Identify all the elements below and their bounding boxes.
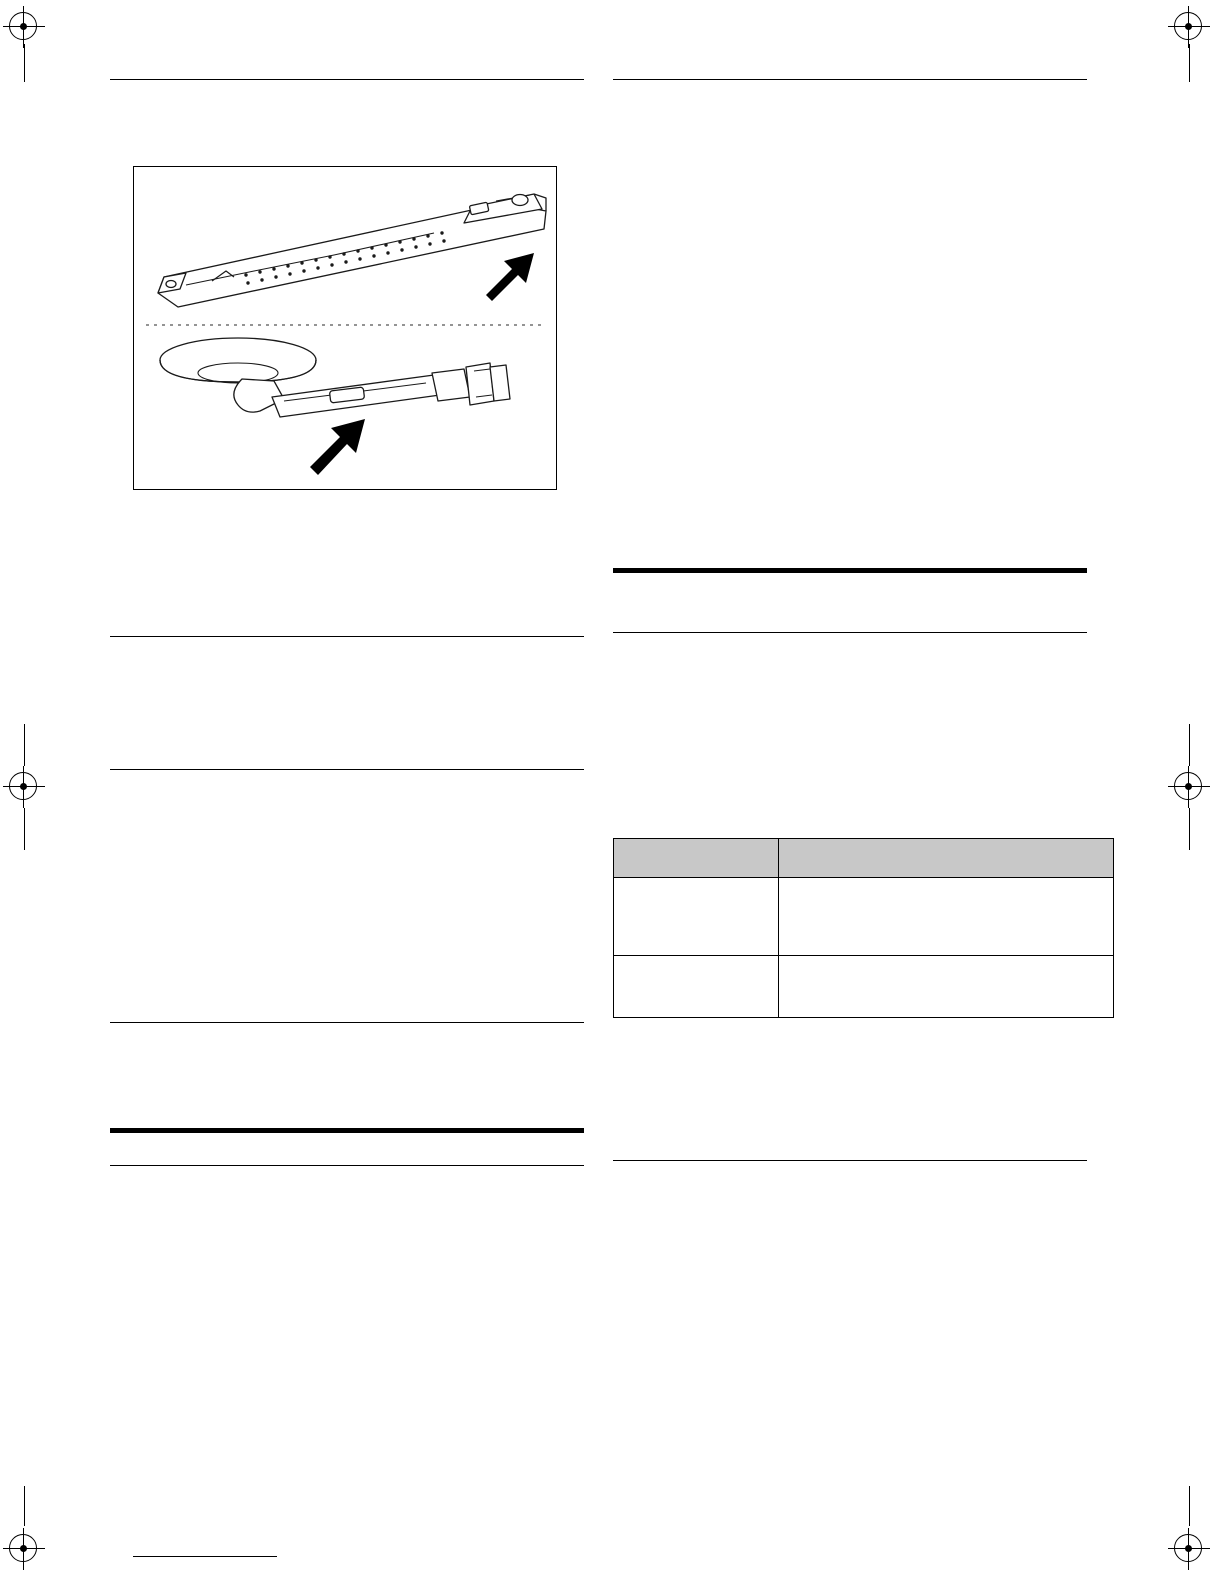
floor-rail-illustration: [158, 194, 546, 307]
left-column-heading-rule: [110, 1165, 584, 1166]
registration-target-top-left: [3, 6, 45, 48]
arrow-pointing-to-rail-release: [486, 253, 534, 301]
crop-tick-top-right: [1189, 44, 1190, 82]
crop-tick-middle-right-upper: [1189, 724, 1190, 766]
crop-tick-middle-right-lower: [1189, 808, 1190, 850]
table-cell-label: [614, 956, 779, 1018]
rail-and-telescopic-tube-illustration: [133, 166, 557, 490]
table-cell-value: [779, 956, 1114, 1018]
right-column-heading-bar: [613, 568, 1087, 573]
table-header-cell-1: [614, 839, 779, 878]
table-row: [614, 956, 1114, 1018]
table-header-row: [614, 839, 1114, 878]
floor-head-with-telescopic-tube: [160, 338, 510, 417]
footnote-rule: [133, 1556, 277, 1557]
left-column-section-rule-2: [110, 769, 584, 770]
left-column-section-rule-3: [110, 1022, 584, 1023]
left-column-heading-bar: [110, 1128, 584, 1133]
crop-tick-middle-left-lower: [24, 808, 25, 850]
figure-artwork: [134, 167, 558, 491]
table-cell-value: [779, 878, 1114, 956]
right-column-heading-rule: [613, 632, 1087, 633]
table-header-cell-2: [779, 839, 1114, 878]
registration-target-bottom-left: [3, 1528, 45, 1570]
specification-table: [613, 838, 1114, 1018]
registration-target-bottom-right: [1168, 1528, 1210, 1570]
crop-tick-top-left: [24, 44, 25, 82]
crop-tick-bottom-right: [1189, 1486, 1190, 1526]
crop-tick-middle-left-upper: [24, 724, 25, 766]
left-column-top-rule: [110, 79, 584, 80]
crop-tick-bottom-left: [24, 1486, 25, 1526]
right-column-section-rule: [613, 1160, 1087, 1161]
arrow-pointing-to-tube-slider: [310, 419, 365, 475]
table-cell-label: [614, 878, 779, 956]
left-column-section-rule-1: [110, 636, 584, 637]
registration-target-middle-right: [1168, 766, 1210, 808]
table-row: [614, 878, 1114, 956]
right-column-top-rule: [613, 79, 1087, 80]
registration-target-top-right: [1168, 6, 1210, 48]
registration-target-middle-left: [3, 766, 45, 808]
